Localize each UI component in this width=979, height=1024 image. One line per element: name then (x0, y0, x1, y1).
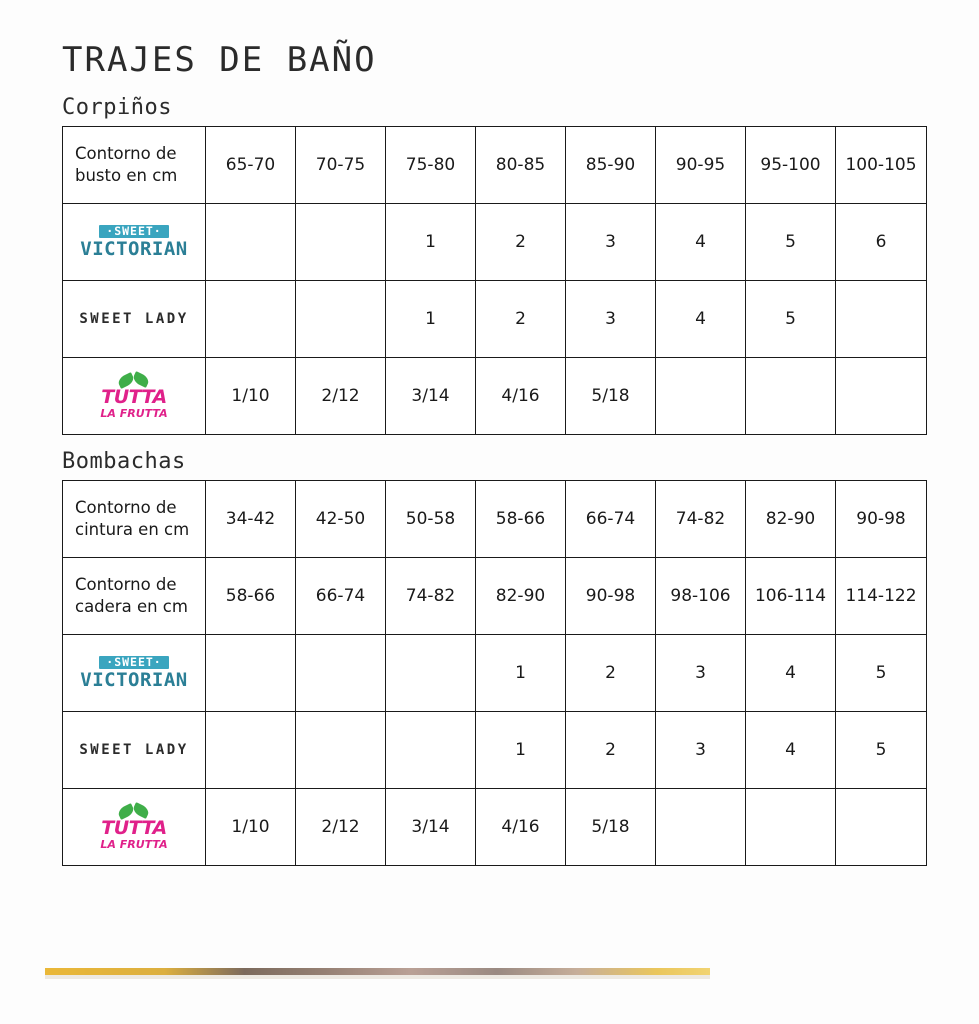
tutta-la-frutta-logo (63, 372, 205, 419)
brand-logo-sweet-lady (63, 280, 206, 357)
table-cell (296, 634, 386, 711)
table-cell: 100-105 (836, 126, 927, 203)
table-cell: 4 (656, 280, 746, 357)
table-cell: 34-42 (206, 480, 296, 557)
section-title-bombachas: Bombachas (62, 448, 186, 474)
table-cell: 4/16 (476, 357, 566, 434)
table-cell: 75-80 (386, 126, 476, 203)
table-cell (386, 711, 476, 788)
table-cell: 80-85 (476, 126, 566, 203)
row-header-label: Contorno de busto en cm (63, 126, 206, 203)
table-row (63, 357, 927, 434)
table-cell: 4 (656, 203, 746, 280)
table-cell (296, 711, 386, 788)
table-cell: 106-114 (746, 557, 836, 634)
table-row (63, 634, 927, 711)
sweet-victorian-banner-text: ·SWEET· (99, 225, 168, 239)
table-cell (836, 788, 927, 865)
table-cell: 82-90 (476, 557, 566, 634)
content-area (62, 40, 917, 866)
table-cell: 95-100 (746, 126, 836, 203)
table-cell: 5 (836, 634, 927, 711)
page-title: TRAJES DE BAÑO (62, 40, 377, 80)
sweet-victorian-logo (63, 656, 205, 691)
table-cell: 5/18 (566, 788, 656, 865)
table-cell: 2 (476, 280, 566, 357)
brand-logo-tutta-la-frutta (63, 788, 206, 865)
table-cell: 85-90 (566, 126, 656, 203)
leaf-icon (114, 803, 154, 818)
table-cell: 3 (656, 711, 746, 788)
table-cell (206, 203, 296, 280)
table-cell (386, 634, 476, 711)
table-cell: 5/18 (566, 357, 656, 434)
tutta-la-frutta-logo (63, 803, 205, 850)
table-cell: 1 (386, 280, 476, 357)
table-cell: 3/14 (386, 788, 476, 865)
section-title-corpinos: Corpiños (62, 94, 172, 120)
table-cell: 74-82 (386, 557, 476, 634)
la-frutta-wordmark: LA FRUTTA (100, 838, 168, 852)
table-row (63, 711, 927, 788)
table-cell (296, 280, 386, 357)
sweet-victorian-banner-text: ·SWEET· (99, 656, 168, 670)
table-cell: 1/10 (206, 788, 296, 865)
table-cell: 90-98 (836, 480, 927, 557)
table-cell: 1 (476, 634, 566, 711)
row-header-label: Contorno de cintura en cm (63, 480, 206, 557)
table-cell: 1/10 (206, 357, 296, 434)
table-cell: 98-106 (656, 557, 746, 634)
table-cell: 42-50 (296, 480, 386, 557)
table-cell: 2/12 (296, 788, 386, 865)
row-header-label: Contorno de cadera en cm (63, 557, 206, 634)
table-cell: 3 (656, 634, 746, 711)
table-cell: 5 (836, 711, 927, 788)
table-cell: 3/14 (386, 357, 476, 434)
corpinos-size-table (62, 126, 927, 435)
table-cell: 5 (746, 280, 836, 357)
sweet-victorian-logo (63, 225, 205, 260)
table-cell: 90-98 (566, 557, 656, 634)
table-cell: 6 (836, 203, 927, 280)
table-cell: 58-66 (476, 480, 566, 557)
table-cell (746, 357, 836, 434)
table-cell (656, 788, 746, 865)
table-cell: 74-82 (656, 480, 746, 557)
footer-decorative-strip-secondary (45, 975, 710, 979)
la-frutta-wordmark: LA FRUTTA (100, 407, 168, 421)
table-row (63, 280, 927, 357)
table-cell (206, 634, 296, 711)
brand-logo-sweet-victorian (63, 203, 206, 280)
table-row (63, 126, 927, 203)
table-cell (836, 280, 927, 357)
table-cell: 65-70 (206, 126, 296, 203)
table-cell: 66-74 (296, 557, 386, 634)
table-cell: 5 (746, 203, 836, 280)
table-row (63, 203, 927, 280)
table-cell: 2 (476, 203, 566, 280)
table-cell: 1 (386, 203, 476, 280)
table-cell: 90-95 (656, 126, 746, 203)
table-cell: 50-58 (386, 480, 476, 557)
table-cell: 58-66 (206, 557, 296, 634)
table-cell: 114-122 (836, 557, 927, 634)
brand-logo-sweet-lady (63, 711, 206, 788)
sweet-victorian-wordmark: VICTORIAN (80, 238, 188, 261)
table-cell: 4 (746, 634, 836, 711)
brand-logo-sweet-victorian (63, 634, 206, 711)
table-cell: 2/12 (296, 357, 386, 434)
table-cell: 70-75 (296, 126, 386, 203)
table-cell (746, 788, 836, 865)
table-cell (206, 711, 296, 788)
table-cell (656, 357, 746, 434)
table-cell: 2 (566, 711, 656, 788)
tutta-wordmark: TUTTA (101, 817, 167, 840)
table-cell: 1 (476, 711, 566, 788)
bombachas-size-table (62, 480, 927, 866)
table-row (63, 788, 927, 865)
table-cell: 4/16 (476, 788, 566, 865)
tutta-wordmark: TUTTA (101, 386, 167, 409)
table-cell: 3 (566, 280, 656, 357)
footer-decorative-strip (45, 968, 710, 975)
table-cell: 66-74 (566, 480, 656, 557)
brand-logo-tutta-la-frutta (63, 357, 206, 434)
table-cell: 3 (566, 203, 656, 280)
table-cell: 2 (566, 634, 656, 711)
leaf-icon (114, 372, 154, 387)
table-cell: 4 (746, 711, 836, 788)
sweet-lady-wordmark: SWEET LADY (79, 741, 189, 758)
table-cell (206, 280, 296, 357)
table-row (63, 557, 927, 634)
table-cell (836, 357, 927, 434)
sweet-victorian-wordmark: VICTORIAN (80, 669, 188, 692)
sweet-lady-wordmark: SWEET LADY (79, 310, 189, 327)
table-cell: 82-90 (746, 480, 836, 557)
table-row (63, 480, 927, 557)
table-cell (296, 203, 386, 280)
